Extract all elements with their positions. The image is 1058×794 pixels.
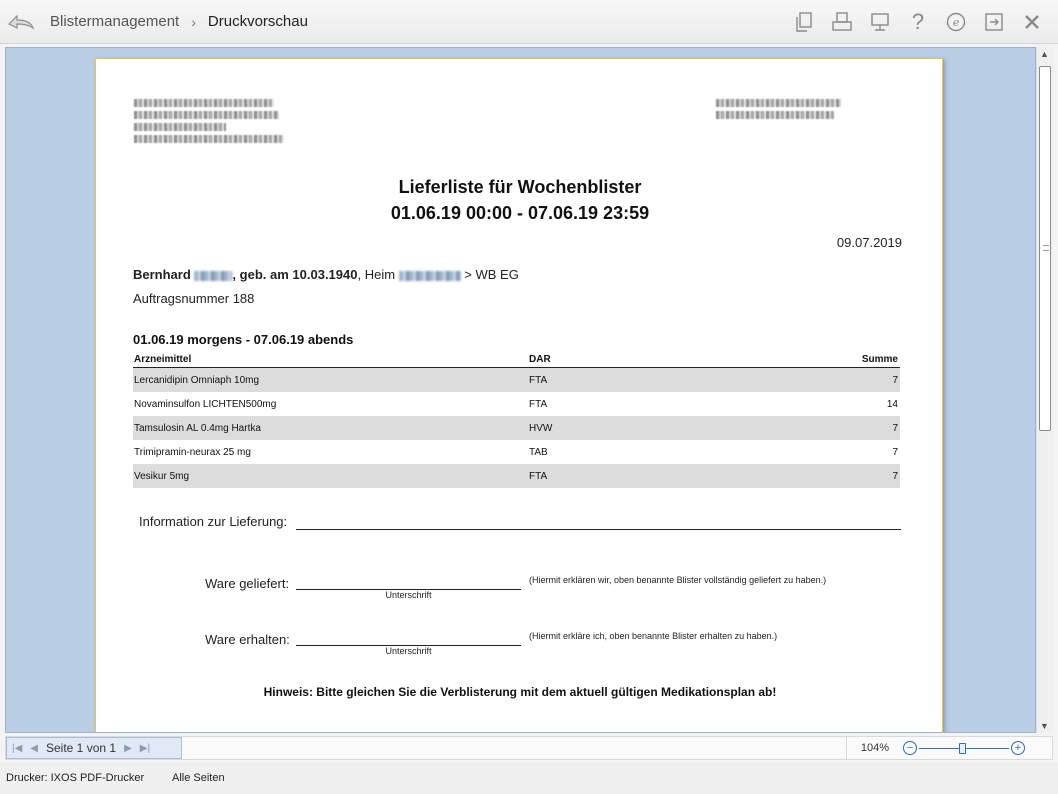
close-icon[interactable] (1018, 8, 1046, 36)
copy-pages-icon[interactable] (790, 8, 818, 36)
table-row (133, 464, 900, 488)
breadcrumb (50, 13, 308, 30)
page-indicator: Seite 1 von 1 (46, 741, 117, 755)
drug-name: Lercanidipin Omniaph 10mg (134, 374, 260, 386)
preview-area[interactable] (5, 47, 1036, 733)
breadcrumb-current: Druckvorschau (207, 13, 308, 30)
received-label: Ware erhalten: (205, 632, 290, 647)
last-page-icon[interactable]: ▶| (139, 742, 151, 754)
drug-dar: HVW (529, 422, 553, 434)
delivery-info-line (296, 529, 901, 530)
document-title: Lieferliste für Wochenblister (398, 177, 642, 197)
drug-dar: FTA (529, 374, 548, 386)
drug-dar: FTA (529, 398, 548, 410)
next-page-icon[interactable]: ▶ (124, 742, 132, 754)
drug-sum: 7 (892, 374, 898, 386)
zoom-slider-thumb[interactable] (959, 743, 966, 754)
printer-icon[interactable] (828, 8, 856, 36)
medication-table (133, 353, 900, 488)
first-page-icon[interactable]: |◀ (12, 742, 23, 754)
table-row (133, 416, 900, 440)
page-navigation (6, 737, 182, 759)
scroll-up-icon[interactable]: ▲ (1040, 49, 1049, 59)
grip-icon (1043, 245, 1049, 251)
table-row (133, 368, 900, 392)
drug-name: Novaminsulfon LICHTEN500mg (134, 398, 277, 410)
printer-status: Drucker: IXOS PDF-Drucker (6, 772, 145, 784)
vertical-scrollbar[interactable] (1036, 47, 1053, 733)
e-icon[interactable] (942, 8, 970, 36)
column-header-dar: DAR (529, 354, 551, 365)
pharmacy-address-redacted (134, 99, 284, 147)
table-header (133, 353, 900, 368)
column-header-sum: Summe (861, 354, 898, 365)
received-note: (Hiermit erkläre ich, oben benannte Blister erhalten zu haben.) (529, 631, 778, 641)
zoom-slider[interactable] (919, 748, 1009, 749)
export-icon[interactable] (980, 8, 1008, 36)
delivered-note: (Hiermit erklären wir, oben benannte Blister vollständig geliefert zu haben.) (529, 575, 827, 585)
drug-dar: TAB (529, 446, 548, 458)
pages-status: Alle Seiten (172, 772, 225, 784)
received-signature-caption: Unterschrift (385, 646, 432, 656)
previous-page-icon[interactable]: ◀ (30, 742, 38, 754)
help-icon[interactable]: ? (911, 9, 925, 34)
back-arrow-icon[interactable] (6, 8, 36, 36)
patient-ward: > WB EG (464, 267, 519, 282)
drug-name: Vesikur 5mg (134, 470, 190, 482)
delivery-info-label: Information zur Lieferung: (139, 514, 288, 529)
patient-lastname-redacted (194, 271, 232, 281)
drug-name: Tamsulosin AL 0.4mg Hartka (134, 422, 261, 434)
status-bar (0, 762, 1058, 794)
patient-birth-date: 10.03.1940 (292, 267, 358, 282)
zoom-in-icon[interactable]: + (1011, 741, 1025, 755)
table-row (133, 440, 900, 464)
svg-text:e: e (952, 16, 960, 29)
patient-line (133, 267, 519, 282)
drug-dar: FTA (529, 470, 548, 482)
zoom-control (846, 737, 1054, 759)
drug-sum: 14 (886, 398, 898, 410)
title-bar (0, 0, 1058, 44)
hint-text: Hinweis: Bitte gleichen Sie die Verblisterung mit dem aktuell gültigen Medikationsplan ab! (263, 685, 777, 699)
delivered-label: Ware geliefert: (205, 576, 290, 591)
document-date: 09.07.2019 (836, 235, 902, 250)
drug-sum: 7 (892, 470, 898, 482)
document-page (95, 58, 943, 733)
document-period-title: 01.06.19 00:00 - 07.06.19 23:59 (390, 203, 650, 223)
delivered-signature-caption: Unterschrift (385, 590, 432, 600)
zoom-value: 104% (860, 742, 890, 754)
patient-firstname: Bernhard (133, 267, 191, 282)
delivery-period: 01.06.19 morgens - 07.06.19 abends (133, 332, 354, 347)
patient-birth-prefix: , geb. am (232, 267, 289, 282)
pharmacy-contact-redacted (716, 99, 846, 123)
drug-sum: 7 (892, 422, 898, 434)
column-header-drug: Arzneimittel (134, 354, 192, 365)
heim-name-redacted (399, 271, 461, 281)
monitor-icon[interactable] (866, 8, 894, 36)
zoom-out-icon[interactable]: − (903, 741, 917, 755)
navigation-bar (5, 736, 1053, 760)
table-row (133, 392, 900, 416)
scroll-thumb[interactable] (1039, 66, 1051, 431)
scroll-down-icon[interactable]: ▼ (1040, 721, 1049, 731)
toolbar-icons (790, 8, 1046, 36)
breadcrumb-separator: › (191, 13, 196, 30)
order-number: Auftragsnummer 188 (133, 291, 255, 306)
patient-heim-prefix: , Heim (357, 267, 396, 282)
drug-sum: 7 (892, 446, 898, 458)
drug-name: Trimipramin-neurax 25 mg (134, 446, 251, 458)
breadcrumb-parent[interactable]: Blistermanagement (50, 13, 180, 30)
